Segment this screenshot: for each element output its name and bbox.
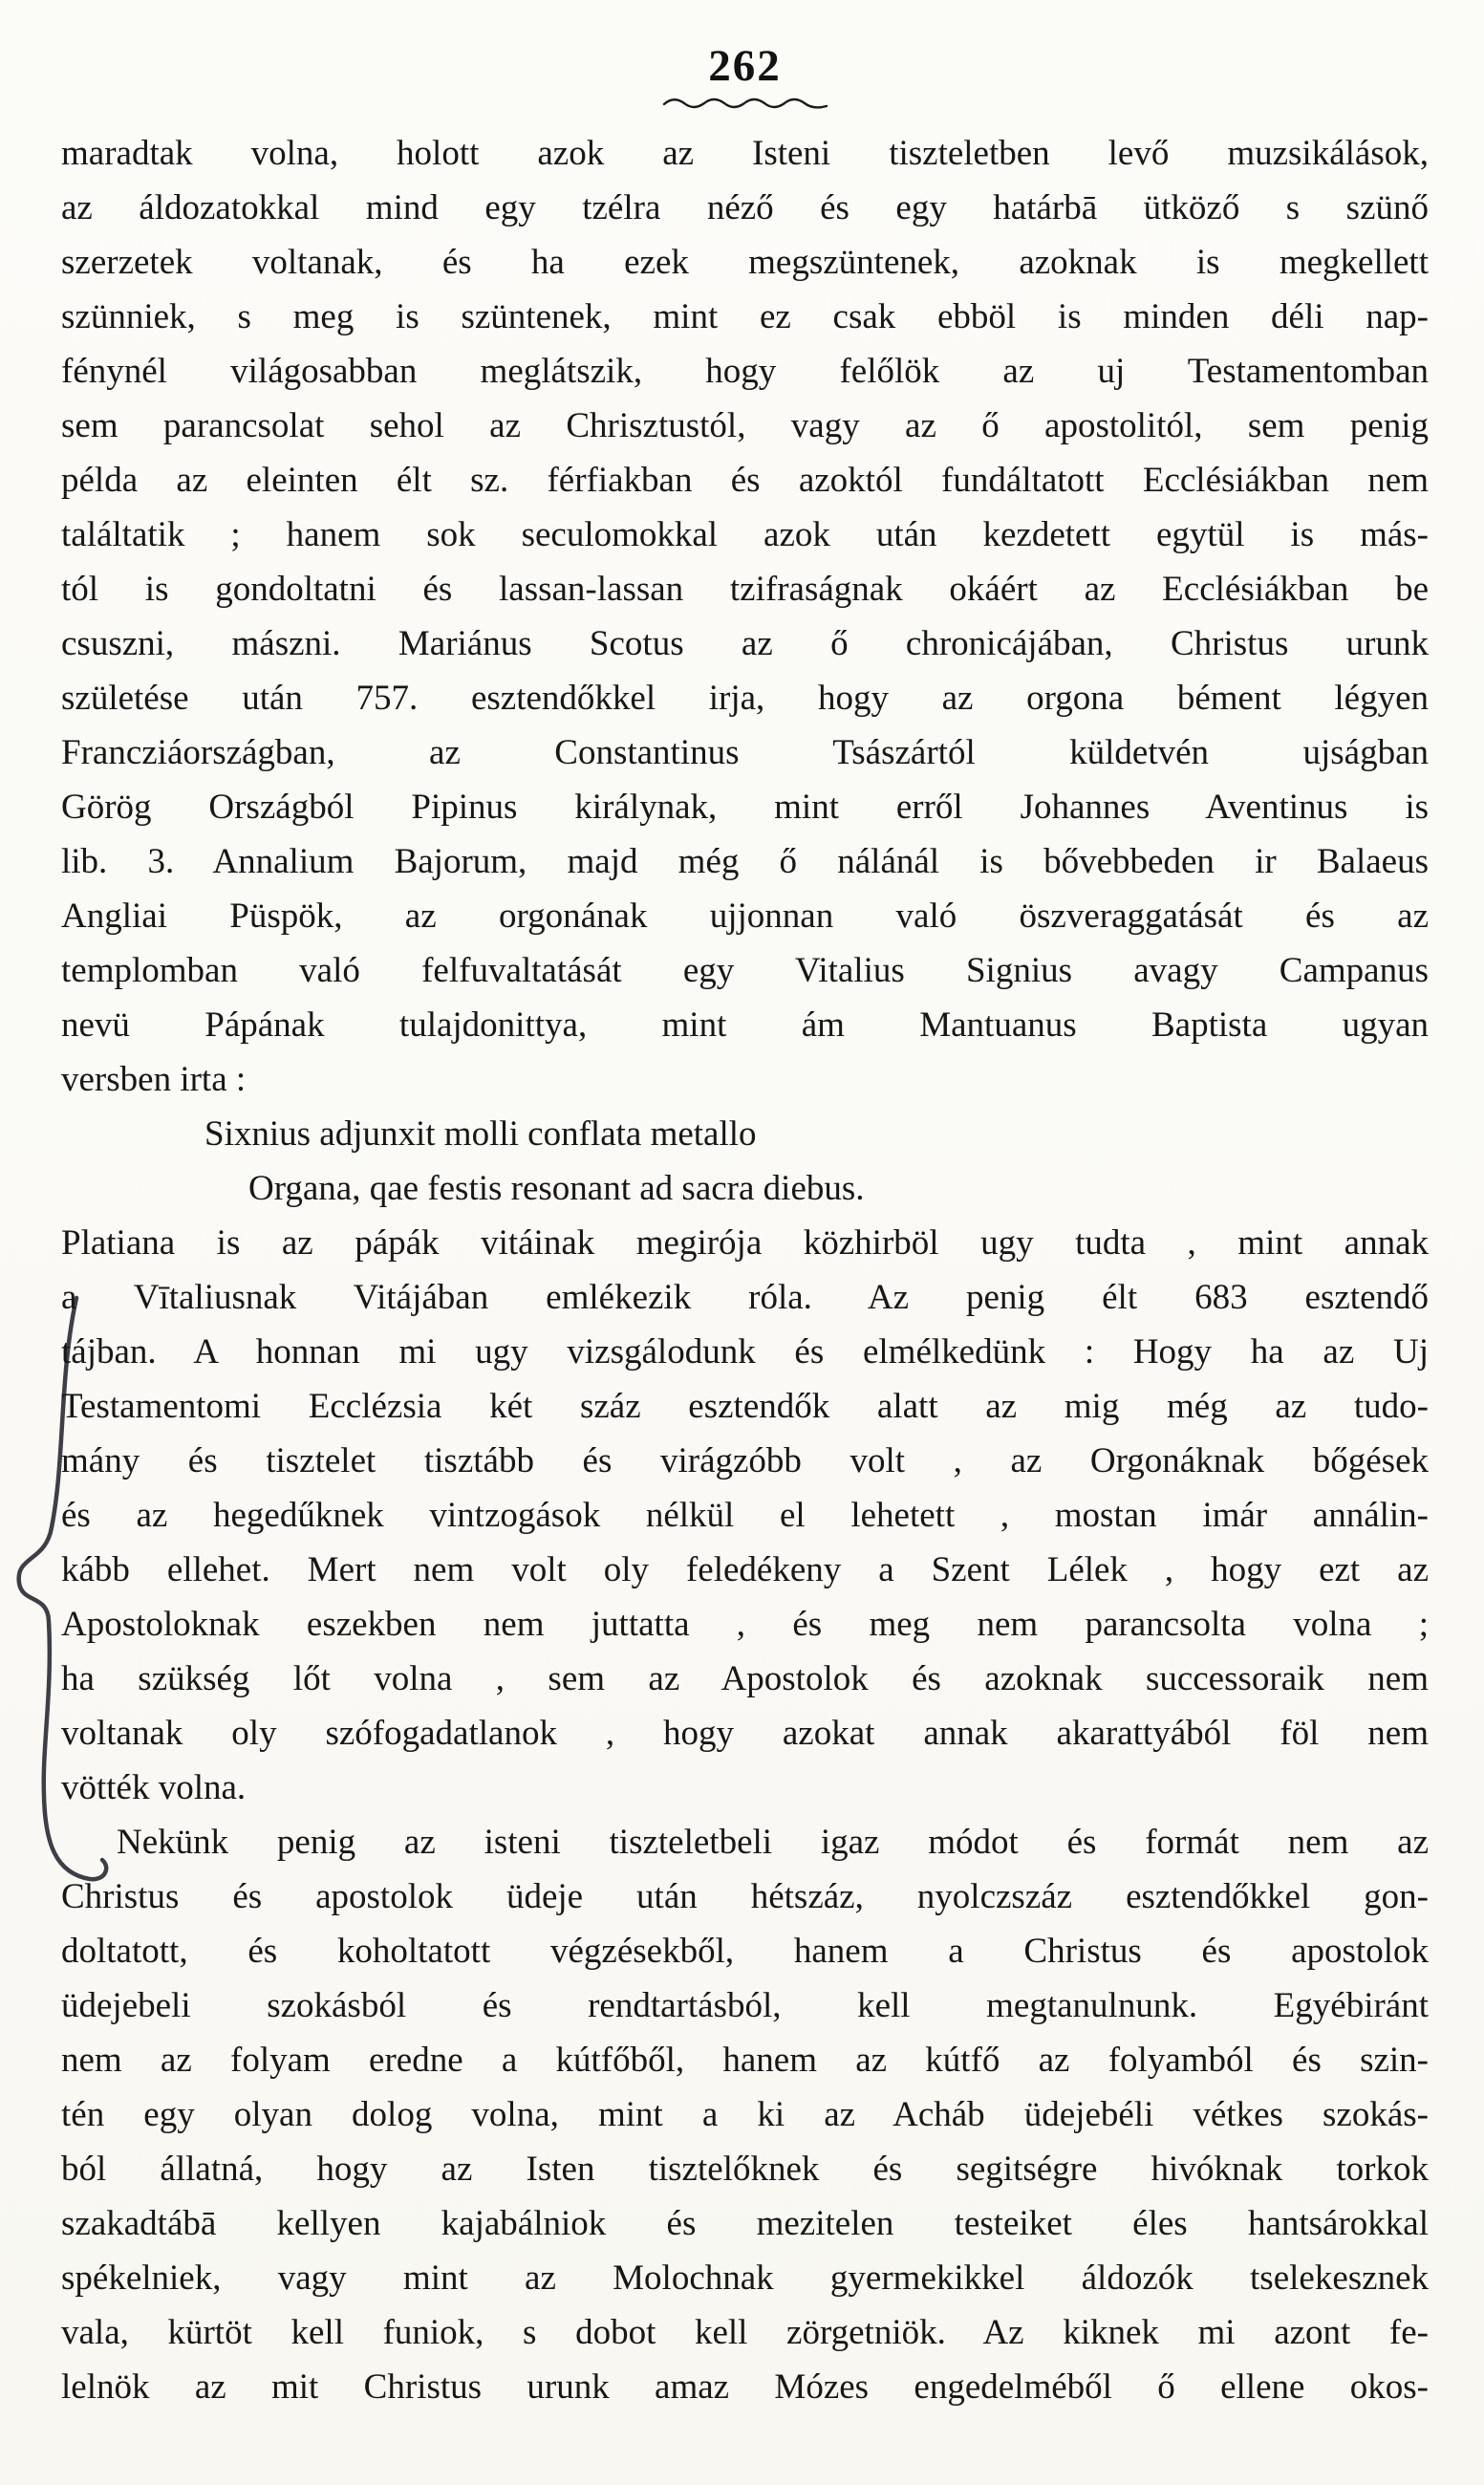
text-column [61, 40, 1429, 2414]
text-line: vötték volna. [61, 1768, 247, 1807]
text-line: tén egy olyan dolog volna, mint a ki az Acháb üdejebéli vétkes szokás- [61, 2095, 1429, 2134]
text-line: Angliai Püspök, az orgonának ujjonnan való öszveraggatását és az [61, 897, 1429, 936]
text-line: találtatik ; hanem sok seculomokkal azok után kezdetett egytül is más- [61, 515, 1429, 554]
text-line: vala, kürtöt kell funiok, s dobot kell zörgetniök. Az kiknek mi azont fe- [61, 2313, 1429, 2352]
text-line: Sixnius adjunxit molli conflata metallo [204, 1114, 757, 1154]
page-number: 262 [708, 41, 782, 91]
text-line: csuszni, mászni. Mariánus Scotus az ő chronicájában, Christus urunk [61, 624, 1429, 663]
text-line: Testamentomi Ecclézsia két száz esztendők alatt az mig még az tudo- [61, 1387, 1429, 1426]
text-line: nevü Pápának tulajdonittya, mint ám Mantuanus Baptista ugyan [61, 1005, 1429, 1045]
body-text [61, 126, 1429, 2414]
text-line: kább ellehet. Mert nem volt oly feledékeny a Szent Lélek , hogy ezt az [61, 1550, 1429, 1589]
text-line: tól is gondoltatni és lassan-lassan tzifraságnak okáért az Ecclésiákban be [61, 570, 1429, 609]
text-line: születése után 757. esztendőkkel irja, hogy az orgona bément légyen [61, 679, 1429, 718]
text-line: Apostoloknak eszekben nem juttatta , és meg nem parancsolta volna ; [61, 1605, 1429, 1644]
text-line: mány és tisztelet tisztább és virágzóbb volt , az Orgonáknak bőgések [61, 1441, 1429, 1480]
text-line: voltanak oly szófogadatlanok , hogy azokat annak akarattyából föl nem [61, 1714, 1429, 1753]
text-line: tájban. A honnan mi ugy vizsgálodunk és elmélkedünk : Hogy ha az Uj [61, 1332, 1429, 1372]
text-line: szakadtábā kellyen kajabálniok és mezitelen testeiket éles hantsárokkal [61, 2204, 1429, 2243]
text-line: Christus és apostolok üdeje után hétszáz, nyolczszáz esztendőkkel gon- [61, 1877, 1429, 1916]
text-line: a Vītaliusnak Vitájában emlékezik róla. Az penig élt 683 esztendő [61, 1278, 1429, 1317]
text-line: példa az eleinten élt sz. férfiakban és azoktól fundáltatott Ecclésiákban nem [61, 461, 1429, 500]
text-line: nem az folyam eredne a kútfőből, hanem az kútfő az folyamból és szin- [61, 2041, 1429, 2080]
text-line: Organa, qae festis resonant ad sacra diebus. [248, 1169, 865, 1208]
text-line: az áldozatokkal mind egy tzélra néző és egy határbā ütköző s szünő [61, 188, 1429, 227]
text-line: és az hegedűknek vintzogások nélkül el lehetett , mostan imár annálin- [61, 1496, 1429, 1535]
text-line: sem parancsolat sehol az Chrisztustól, vagy az ő apostolitól, sem penig [61, 406, 1429, 445]
text-line: Platiana is az pápák vitáinak megirója közhirböl ugy tudta , mint annak [61, 1223, 1429, 1263]
text-line: ha szükség lőt volna , sem az Apostolok és azoknak successoraik nem [61, 1659, 1429, 1698]
text-line: maradtak volna, holott azok az Isteni tiszteletben levő muzsikálások, [61, 134, 1429, 173]
text-line: ból állatná, hogy az Isten tisztelőknek és segitségre hivóknak torkok [61, 2150, 1429, 2189]
text-line: fénynél világosabban meglátszik, hogy felőlök az uj Testamentomban [61, 352, 1429, 391]
text-line: üdejebeli szokásból és rendtartásból, kell megtanulnunk. Egyébiránt [61, 1986, 1429, 2025]
text-line: lelnök az mit Christus urunk amaz Mózes engedelméből ő ellene okos- [61, 2367, 1429, 2407]
text-line: spékelniek, vagy mint az Molochnak gyermekikkel áldozók tselekesznek [61, 2258, 1429, 2298]
text-line: Nekünk penig az isteni tiszteletbeli igaz módot és formát nem az [117, 1823, 1429, 1862]
wavy-underline-icon [660, 94, 830, 111]
text-line: versben irta : [61, 1060, 247, 1099]
text-line: Görög Országból Pipinus királynak, mint erről Johannes Aventinus is [61, 788, 1429, 827]
text-line: szünniek, s meg is szüntenek, mint ez csak ebböl is minden déli nap- [61, 297, 1429, 336]
text-line: szerzetek voltanak, és ha ezek megszüntenek, azoknak is megkellett [61, 243, 1429, 282]
text-line: lib. 3. Annalium Bajorum, majd még ő nálánál is bővebbeden ir Balaeus [61, 842, 1429, 881]
text-line: templomban való felfuvaltatását egy Vitalius Signius avagy Campanus [61, 951, 1429, 990]
text-line: Francziáországban, az Constantinus Tsászártól küldetvén ujságban [61, 733, 1429, 772]
text-line: doltatott, és koholtatott végzésekből, hanem a Christus és apostolok [61, 1932, 1429, 1971]
